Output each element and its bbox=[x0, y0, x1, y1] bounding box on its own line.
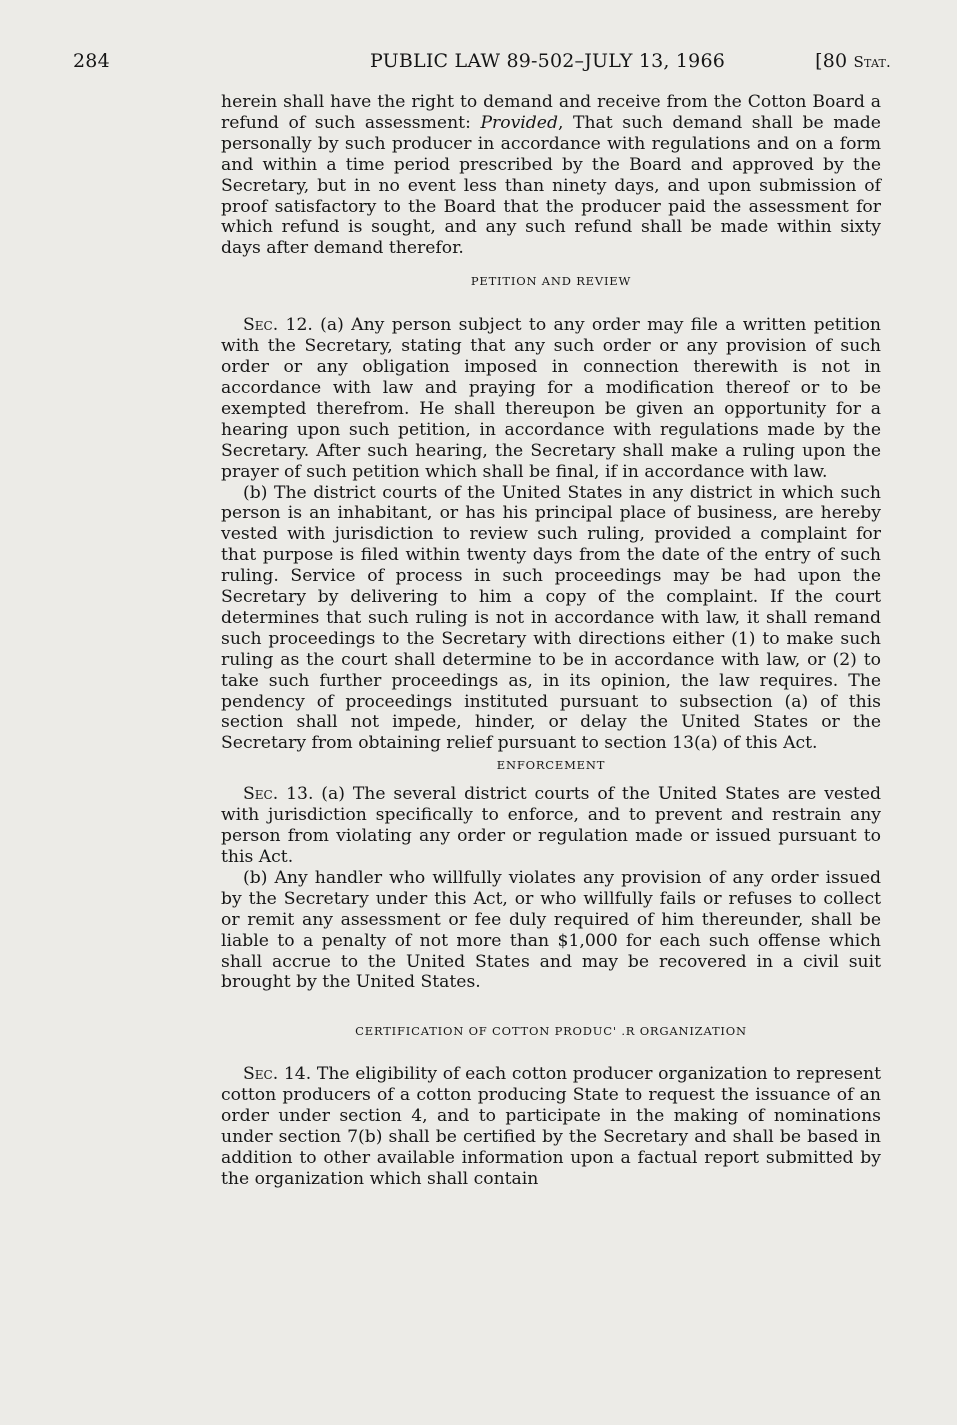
section-heading-certification: CERTIFICATION OF COTTON PRODUC' .R ORGANIZATION bbox=[355, 1024, 747, 1039]
section-heading-petition: PETITION AND REVIEW bbox=[470, 274, 632, 289]
page-number: 284 bbox=[73, 50, 110, 72]
running-title: PUBLIC LAW 89-502–JULY 13, 1966 bbox=[370, 50, 726, 72]
section-12b: (b) The district courts of the United States in any district in which such person is an inhabitant, or has his principal place of business, are hereby vested with jurisdiction to review such ruling, provided a complaint for that purpose is filed within twenty days from the date of the entry of such ruling. Service of process in such proceedings may be had upon the Secretary by delivering to him a copy of the complaint. If the court determines that such ruling is not in accordance with law, it shall remand such proceedings to the Secretary with directions either (1) to make such ruling as the court shall determine to be in accordance with law, or (2) to take such further proceedings as, in its opinion, the law requires. The pendency of proceedings instituted pursuant to subsection (a) of this section shall not impede, hinder, or delay the United States or the Secretary from obtaining relief pursuant to section 13(a) of this Act. bbox=[221, 482, 881, 754]
statute-reference bbox=[815, 50, 891, 72]
section-14 bbox=[221, 1064, 881, 1189]
section-label: Sec. bbox=[243, 784, 279, 805]
intro-text-a: herein shall have the right to demand and receive from the Cotton Board a refund of such assessment: bbox=[221, 92, 881, 133]
section-label: Sec. bbox=[243, 315, 279, 336]
statute-volume: [80 bbox=[815, 50, 848, 72]
section-heading-enforcement: ENFORCEMENT bbox=[496, 758, 606, 773]
section-13a bbox=[221, 784, 881, 868]
proviso-word: Provided bbox=[480, 112, 558, 133]
statute-word: Stat. bbox=[853, 53, 891, 71]
intro-paragraph bbox=[221, 92, 881, 259]
section-13a-text: 13. (a) The several district courts of the United States are vested with jurisdiction specifically to enforce, and to prevent and restrain any person from violating any order or regulation made or issued pursuant to this Act. bbox=[221, 784, 881, 867]
section-14-text: 14. The eligibility of each cotton producer organization to represent cotton producers of a cotton producing State to request the issuance of an order under section 4, and to participate in the making of nominations under section 7(b) shall be certified by the Secretary and shall be based in addition to other available information upon a factual report submitted by the organization which shall contain bbox=[221, 1064, 881, 1189]
section-12a bbox=[221, 315, 881, 482]
section-13b: (b) Any handler who willfully violates any provision of any order issued by the Secretary under this Act, or who willfully fails or refuses to collect or remit any assessment or fee duly required of him thereunder, shall be liable to a penalty of not more than $1,000 for each such offense which shall accrue to the United States and may be recovered in a civil suit brought by the United States. bbox=[221, 867, 881, 993]
intro-text-b: , That such demand shall be made personally by such producer in accordance with regulations and on a form and within a time period prescribed by the Board and approved by the Secretary, but in no event less than ninety days, and upon submission of proof satisfactory to the Board that the producer paid the assessment for which refund is sought, and any such refund shall be made within sixty days after demand therefor. bbox=[221, 112, 881, 259]
running-header bbox=[73, 50, 891, 80]
body-text bbox=[221, 92, 881, 1190]
section-12a-text: 12. (a) Any person subject to any order may file a written petition with the Secretary, stating that any such order or any provision of such order or any obligation imposed in connection therewith is not in accordance with law and praying for a modification thereof or to be exempted therefrom. He shall thereupon be given an opportunity for a hearing upon such petition, in accordance with regulations made by the Secretary. After such hearing, the Secretary shall make a ruling upon the prayer of such petition which shall be final, if in accordance with law. bbox=[221, 315, 881, 482]
section-label: Sec. bbox=[243, 1064, 279, 1085]
